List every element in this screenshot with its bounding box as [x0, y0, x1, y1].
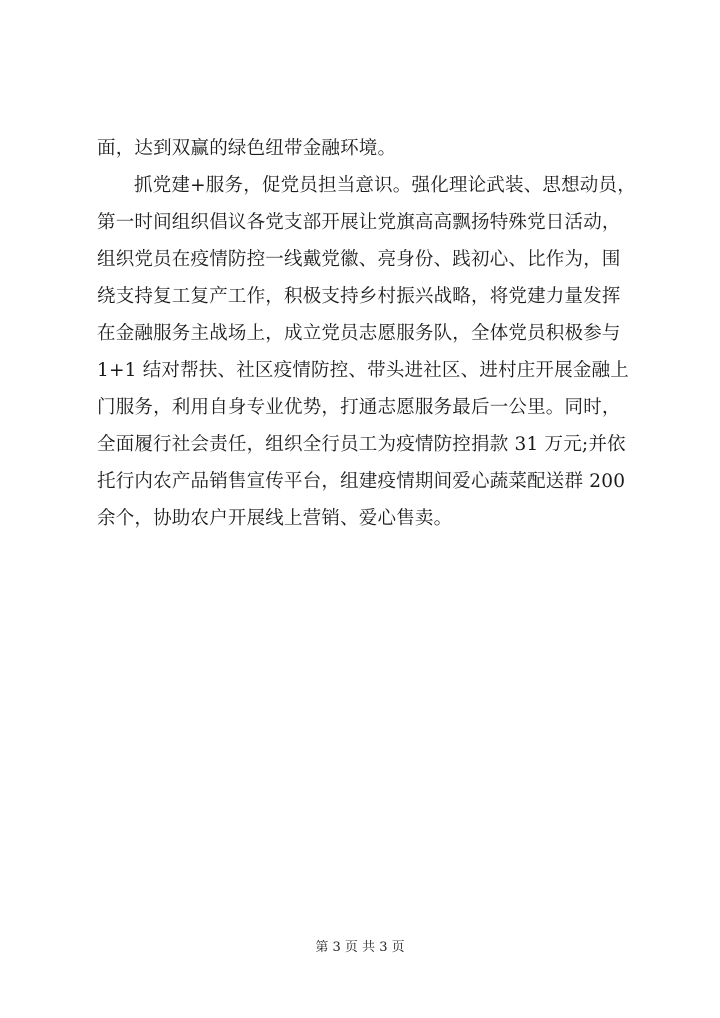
text-line: 托行内农产品销售宣传平台，组建疫情期间爱心蔬菜配送群 200 — [97, 471, 626, 492]
text-line: 组织党员在疫情防控一线戴党徽、亮身份、践初心、比作为，围 — [97, 249, 621, 270]
text-line: 第一时间组织倡议各党支部开展让党旗高高飘扬特殊党日活动， — [97, 212, 621, 233]
text-line: 全面履行社会责任，组织全行员工为疫情防控捐款 31 万元;并依 — [97, 434, 626, 455]
text-line: 面，达到双赢的绿色纽带金融环境。 — [97, 138, 397, 159]
text-line: 绕支持复工复产工作，积极支持乡村振兴战略，将党建力量发挥 — [97, 286, 621, 307]
text-line: 余个，协助农户开展线上营销、爱心售卖。 — [97, 508, 453, 529]
text-line: 1+1 结对帮扶、社区疫情防控、带头进社区、进村庄开展金融上 — [97, 360, 629, 381]
paragraph-first-line: 抓党建+服务，促党员担当意识。强化理论武装、思想动员， — [134, 175, 636, 196]
page-footer: 第 3 页 共 3 页 — [315, 940, 405, 955]
text-line: 在金融服务主战场上，成立党员志愿服务队，全体党员积极参与 — [97, 323, 621, 344]
text-line: 门服务，利用自身专业优势，打通志愿服务最后一公里。同时， — [97, 397, 621, 418]
